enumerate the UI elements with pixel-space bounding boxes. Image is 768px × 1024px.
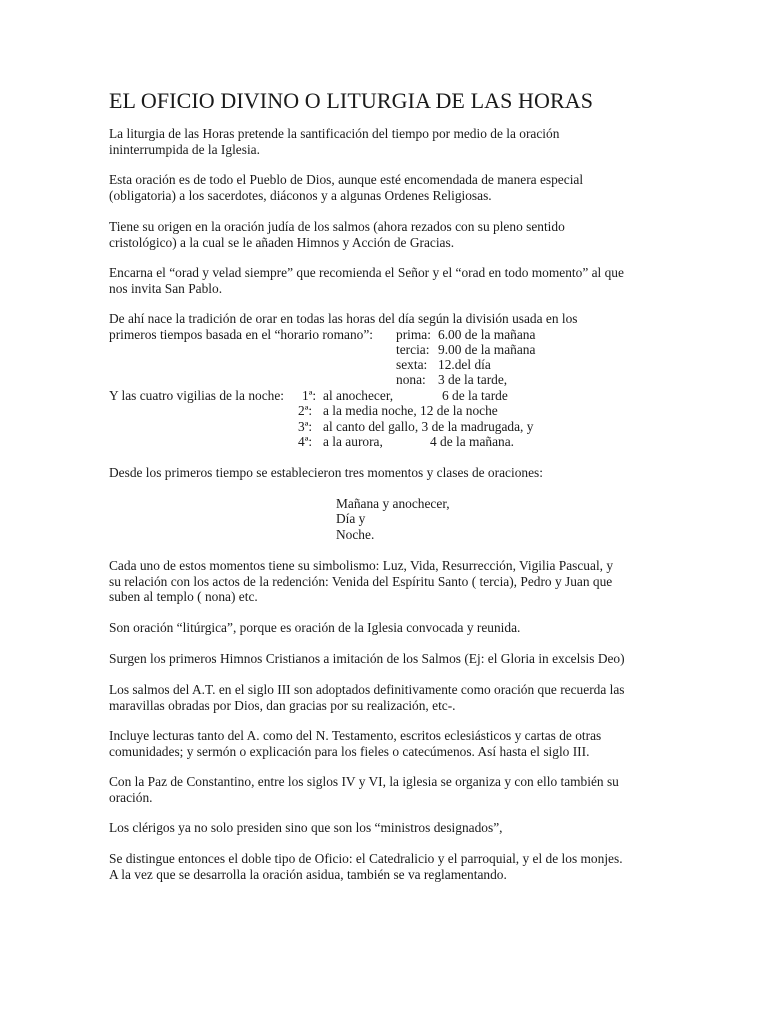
vigil-number: 1ª: [302, 388, 317, 403]
vigil-number: 2ª: [298, 403, 313, 418]
moment-item: Noche. [336, 527, 375, 542]
text-line: Esta oración es de todo el Pueblo de Dios, aunque esté encomendada de manera especial [109, 172, 584, 187]
vigil-number: 3ª: [298, 419, 313, 434]
paragraph-1 [109, 126, 689, 157]
hour-name: sexta: [396, 357, 428, 372]
vigil-description: al anochecer, [323, 388, 394, 403]
text-line: (obligatoria) a los sacerdotes, diáconos y a algunas Ordenes Religiosas. [109, 187, 492, 203]
text-line: maravillas obradas por Dios, dan gracias por su realización, etc-. [109, 697, 456, 713]
paragraph-6 [109, 465, 689, 481]
text-line: Surgen los primeros Himnos Cristianos a imitación de los Salmos (Ej: el Gloria in excelsis Deo) [109, 651, 625, 666]
hour-name: prima: [396, 327, 431, 342]
paragraph-8 [109, 620, 689, 636]
text-line: oración. [109, 789, 153, 805]
text-line: Encarna el “orad y velad siempre” que recomienda el Señor y el “orad en todo momento” al que [109, 265, 624, 280]
text-line: Los clérigos ya no solo presiden sino que son los “ministros designados”, [109, 820, 503, 835]
text-line: comunidades; y sermón o explicación para los fieles o catecúmenos. Así hasta el siglo III. [109, 743, 590, 759]
paragraph-10 [109, 682, 689, 713]
vigil-description: a la media noche, 12 de la noche [323, 403, 498, 418]
hour-time: 12.del día [438, 357, 491, 372]
text-line: ininterrumpida de la Iglesia. [109, 141, 260, 157]
hour-time: 3 de la tarde, [438, 372, 508, 387]
text-line: La liturgia de las Horas pretende la santificación del tiempo por medio de la oración [109, 126, 560, 141]
vigil-time: 4 de la mañana. [430, 434, 515, 449]
text-line: Con la Paz de Constantino, entre los siglos IV y VI, la iglesia se organiza y con ello también su [109, 774, 619, 789]
paragraph-7 [109, 558, 689, 605]
document-title: EL OFICIO DIVINO O LITURGIA DE LAS HORAS [109, 88, 594, 113]
text-line: Los salmos del A.T. en el siglo III son adoptados definitivamente como oración que recuerda las [109, 682, 625, 697]
text-line: su relación con los actos de la redención: Venida del Espíritu Santo ( tercia), Pedro y Juan que [109, 573, 613, 589]
text-line: Desde los primeros tiempo se establecieron tres momentos y clases de oraciones: [109, 465, 543, 480]
text-line: cristológico) a la cual se le añaden Himnos y Acción de Gracias. [109, 234, 455, 250]
vigil-number: 4ª: [298, 434, 313, 449]
paragraph-9 [109, 651, 689, 667]
text-line: Se distingue entonces el doble tipo de Oficio: el Catedralicio y el parroquial, y el de los monjes. [109, 851, 623, 866]
hour-time: 6.00 de la mañana [438, 327, 536, 342]
paragraph-14 [109, 851, 689, 882]
text-line: A la vez que se desarrolla la oración asidua, también se va reglamentando. [109, 866, 507, 882]
paragraph-4 [109, 265, 689, 296]
hour-name: nona: [396, 372, 426, 387]
text-line: Incluye lecturas tanto del A. como del N. Testamento, escritos eclesiásticos y cartas de otras [109, 728, 602, 743]
paragraph-12 [109, 774, 689, 805]
text-line: Son oración “litúrgica”, porque es oración de la Iglesia convocada y reunida. [109, 620, 521, 635]
hour-time: 9.00 de la mañana [438, 342, 536, 357]
paragraph-11 [109, 728, 689, 759]
hours-intro: primeros tiempos basada en el “horario romano”: [109, 327, 374, 342]
hour-name: tercia: [396, 342, 430, 357]
paragraph-13 [109, 820, 689, 836]
moment-item: Mañana y anochecer, [336, 496, 450, 511]
text-line: De ahí nace la tradición de orar en todas las horas del día según la división usada en los [109, 311, 578, 326]
paragraph-5 [109, 311, 689, 327]
paragraph-3 [109, 219, 689, 250]
text-line: Tiene su origen en la oración judía de los salmos (ahora rezados con su pleno sentido [109, 219, 565, 234]
vigil-time: 6 de la tarde [442, 388, 508, 403]
moment-item: Día y [336, 511, 366, 526]
vigil-description: a la aurora, [323, 434, 383, 449]
text-line: nos invita San Pablo. [109, 280, 223, 296]
vigils-intro: Y las cuatro vigilias de la noche: [109, 388, 285, 403]
text-line: suben al templo ( nona) etc. [109, 589, 258, 604]
paragraph-2 [109, 172, 689, 203]
vigil-description: al canto del gallo, 3 de la madrugada, y [323, 419, 534, 434]
text-line: Cada uno de estos momentos tiene su simbolismo: Luz, Vida, Resurrección, Vigilia Pascual, y [109, 558, 614, 573]
